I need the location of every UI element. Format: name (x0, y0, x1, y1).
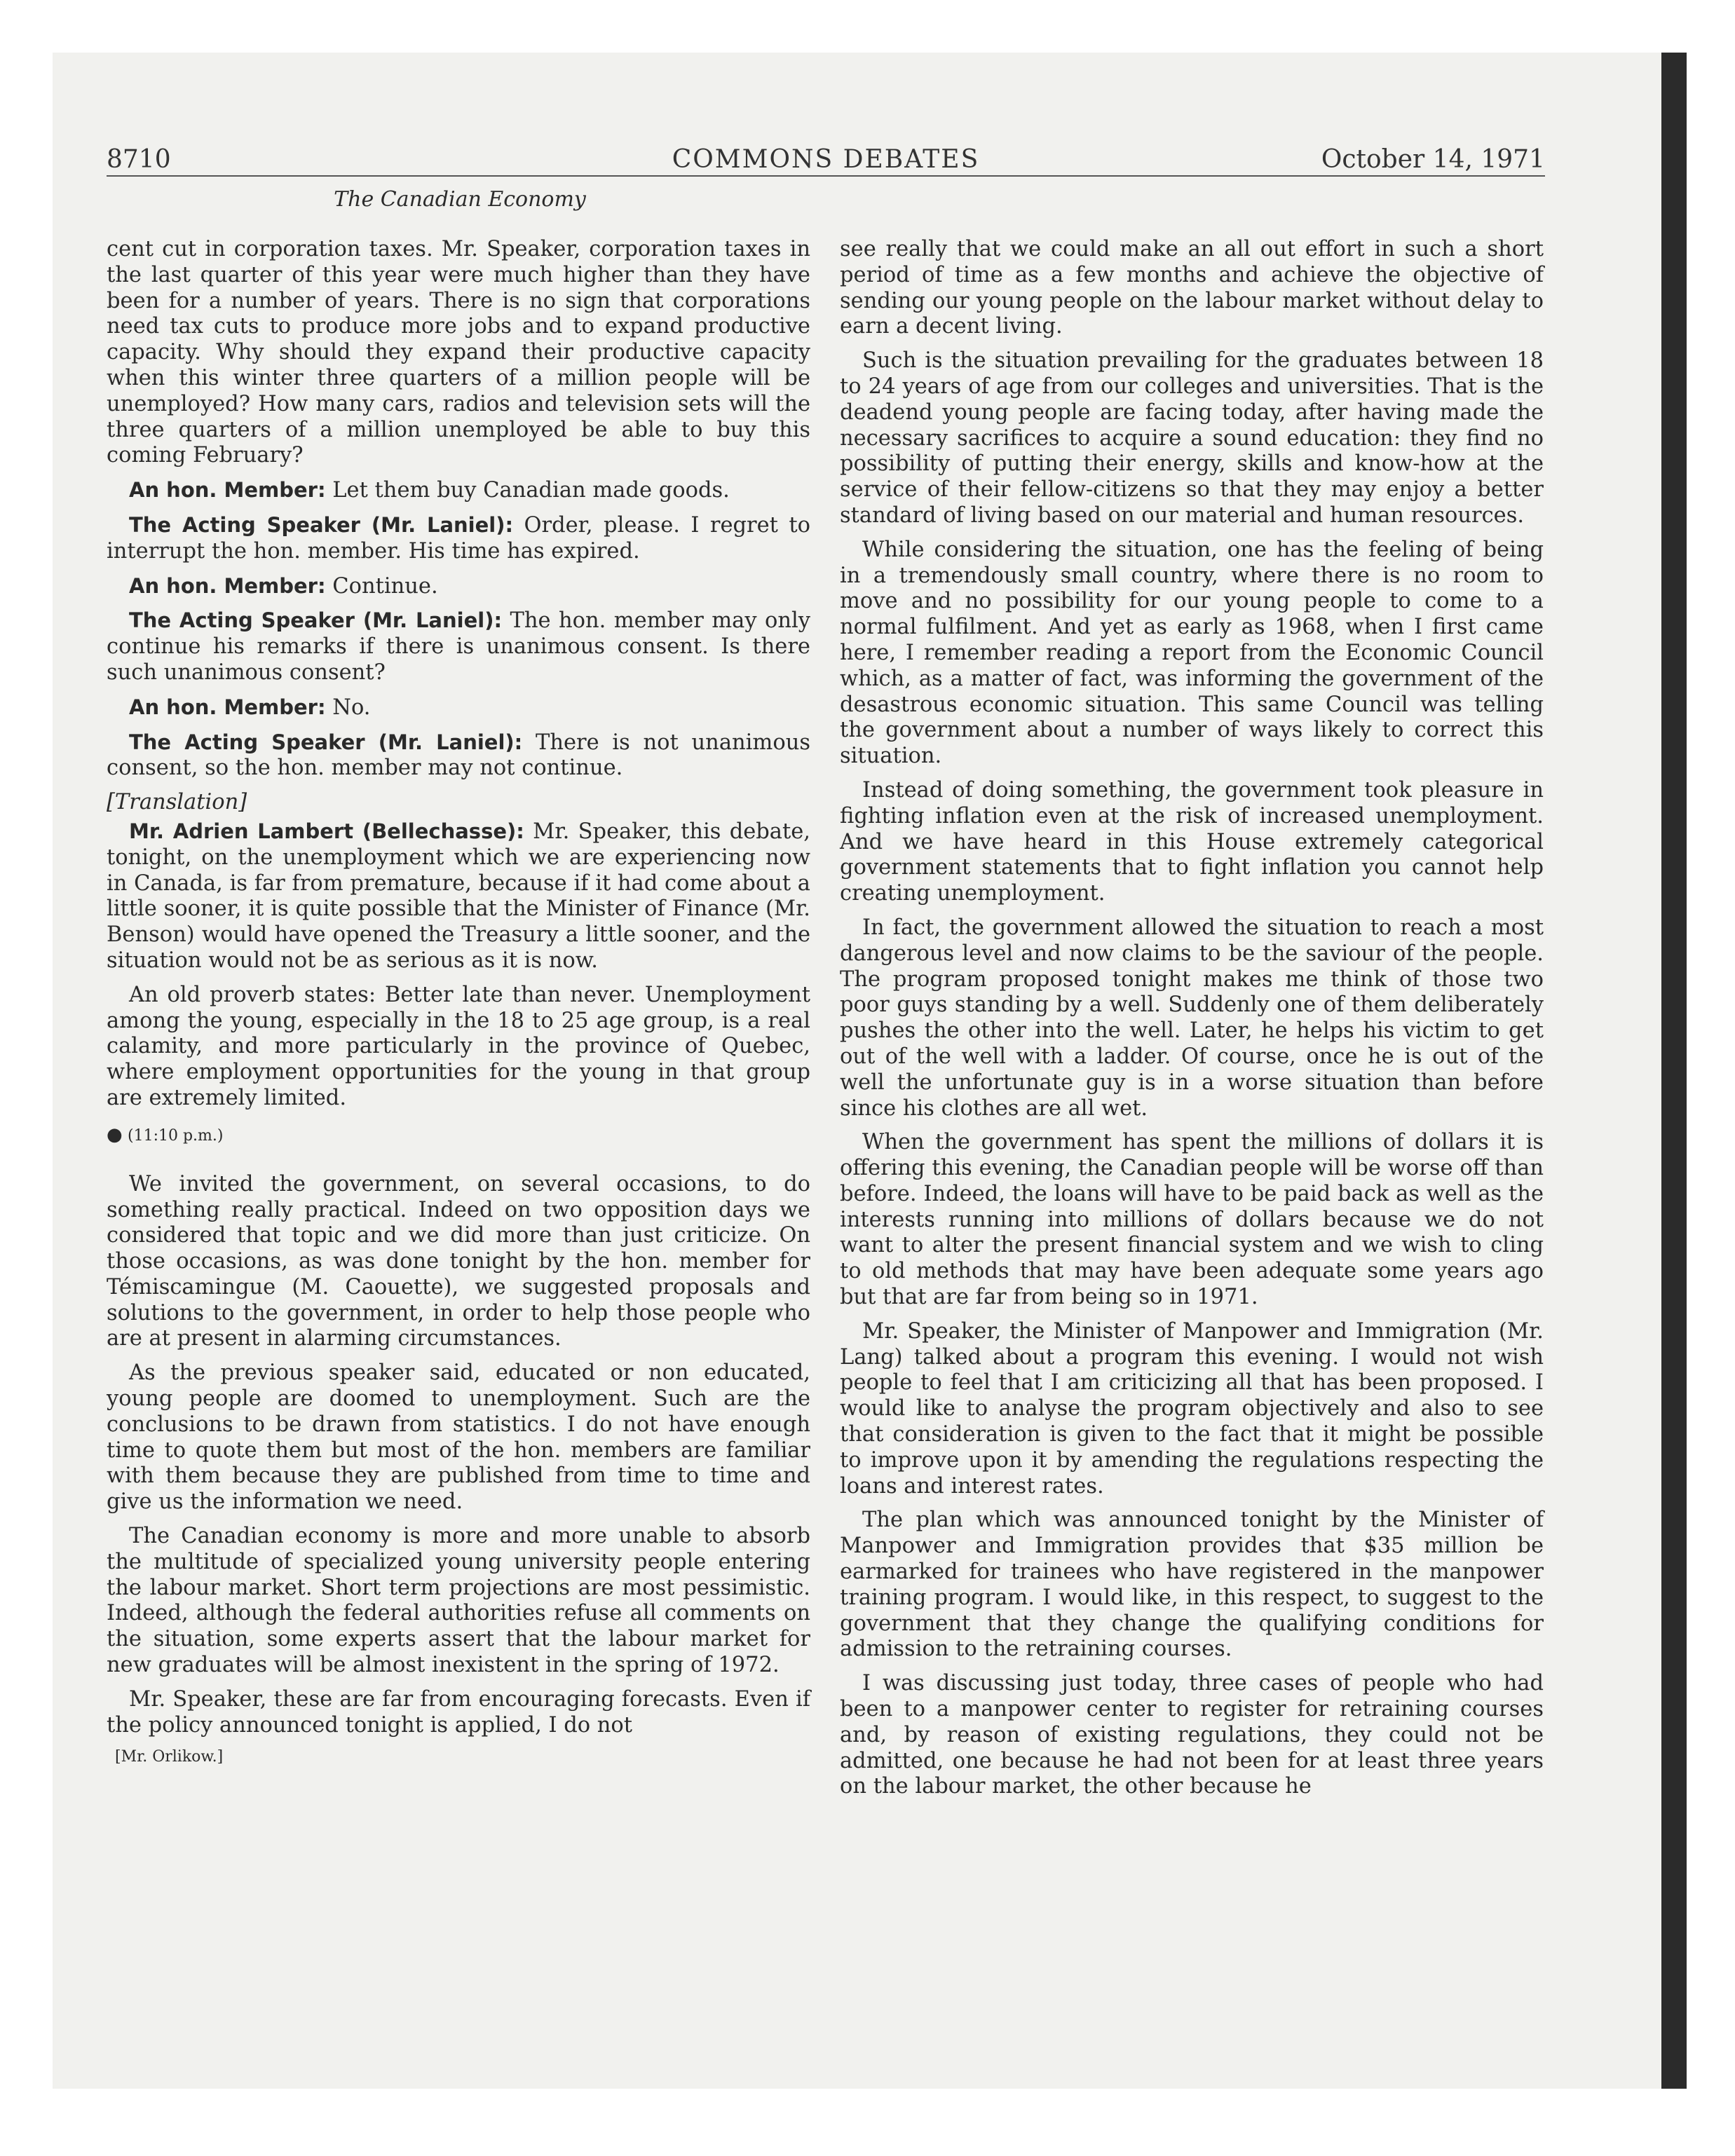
speech-text: Order, please. I regret to interrupt the hon. member. His time has expired. (107, 512, 810, 564)
journal-title: COMMONS DEBATES (672, 145, 980, 174)
scan-edge-bar (1661, 53, 1687, 2089)
speech-turn (107, 730, 810, 782)
paragraph: The plan which was announced tonight by the Minister of Manpower and Immigration provides that $35 million be earmarked for trainees who have registered in the manpower training program. I would like, in this respect, to suggest to the government that they change the qualifying conditions for admission to the retraining courses. (840, 1508, 1544, 1662)
speech-text: There is not unanimous consent, so the hon. member may not continue. (107, 730, 810, 781)
paragraph: In fact, the government allowed the situation to reach a most dangerous level and now claims to be the saviour of the people. The program proposed tonight makes me think of those two poor guys standing by a well. Suddenly one of them deliberately pushes the other into the well. Later, he helps his victim to get out of the well with a ladder. Of course, once he is out of the well the unfortunate guy is in a worse situation than before since his clothes are all wet. (840, 915, 1544, 1121)
paragraph: While considering the situation, one has the feeling of being in a tremendously small country, where there is no room to move and no possibility for our young people to come to a normal fulfilment. And yet as early as 1968, when I first came here, I remember reading a report from the Economic Council which, as a matter of fact, was informing the government of the desastrous economic situation. This same Council was telling the government about a number of ways likely to correct this situation. (840, 537, 1544, 769)
speech-turn (107, 573, 810, 600)
speaker-name: An hon. Member: (129, 695, 326, 719)
paragraph: Instead of doing something, the government took pleasure in fighting inflation even at the risk of increased unemployment. And we have heard in this House extremely categorical government statements that to fight inflation you cannot help creating unemployment. (840, 777, 1544, 906)
speech-turn (107, 695, 810, 721)
speaker-name: An hon. Member: (129, 478, 326, 503)
speech-text: Let them buy Canadian made goods. (325, 478, 730, 503)
page-number: 8710 (107, 145, 171, 174)
section-subheading: The Canadian Economy (334, 187, 586, 212)
speech-text: Mr. Speaker, this debate, tonight, on the unemployment which we are experiencing now in Canada, is far from premature, because if it had come about a little sooner, it is quite possible that the Minister of Finance (Mr. Benson) would have opened the Treasury a little sooner, and the situation would not be as serious as it is now. (107, 819, 810, 973)
timestamp: (11:10 p.m.) (128, 1126, 224, 1145)
speaker-signature: [Mr. Orlikow.] (115, 1748, 224, 1766)
publication-date: October 14, 1971 (1321, 145, 1545, 174)
speaker-name: The Acting Speaker (Mr. Laniel): (129, 730, 523, 754)
bullet-icon: ● (107, 1124, 123, 1145)
speech-text: The hon. member may only continue his remarks if there is unanimous consent. Is there such unanimous consent? (107, 608, 810, 685)
speaker-name: An hon. Member: (129, 573, 326, 598)
left-column (107, 237, 810, 1776)
page-header (107, 146, 1545, 177)
paragraph: When the government has spent the millions of dollars it is offering this evening, the Canadian people will be worse off than before. Indeed, the loans will have to be paid back as well as the interests running into millions of dollars because we do not want to alter the present financial system and we wish to cling to old methods that may have been adequate some years ago but that are far from being so in 1971. (840, 1130, 1544, 1310)
speaker-name: The Acting Speaker (Mr. Laniel): (129, 608, 503, 633)
paragraph: Such is the situation prevailing for the graduates between 18 to 24 years of age from our colleges and universities. That is the deadend young people are facing today, after having made the necessary sacrifices to acquire a sound education: they find no possibility of putting their energy, skills and know-how at the service of their fellow-citizens so that they may enjoy a better standard of living based on our material and human resources. (840, 348, 1544, 528)
paragraph: Mr. Speaker, these are far from encouraging forecasts. Even if the policy announced tonight is applied, I do not (107, 1686, 810, 1738)
paragraph: Mr. Speaker, the Minister of Manpower and Immigration (Mr. Lang) talked about a program this evening. I would not wish people to feel that I am criticizing all that has been proposed. I would like to analyse the program objectively and also to see that consideration is given to the fact that it might be possible to improve upon it by amending the regulations respecting the loans and interest rates. (840, 1318, 1544, 1499)
speech-text: Continue. (325, 573, 438, 599)
paragraph: cent cut in corporation taxes. Mr. Speaker, corporation taxes in the last quarter of this year were much higher than they have been for a number of years. There is no sign that corporations need tax cuts to produce more jobs and to expand productive capacity. Why should they expand their productive capacity when this winter three quarters of a million people will be unemployed? How many cars, radios and television sets will the three quarters of a million unemployed be able to buy this coming February? (107, 237, 810, 468)
paragraph: We invited the government, on several occasions, to do something really practical. Indeed on two opposition days we considered that topic and we did more than just criticize. On those occasions, as was done tonight by the hon. member for Témiscamingue (M. Caouette), we suggested proposals and solutions to the government, in order to help those people who are at present in alarming circumstances. (107, 1171, 810, 1351)
speech-text: No. (325, 695, 371, 720)
paragraph: As the previous speaker said, educated or non educated, young people are doomed to unemployment. Such are the conclusions to be drawn from statistics. I do not have enough time to quote them but most of the hon. members are familiar with them because they are published from time to time and give us the information we need. (107, 1360, 810, 1515)
paragraph: An old proverb states: Better late than never. Unemployment among the young, especially in the 18 to 25 age group, is a real calamity, and more particularly in the province of Quebec, where employment opportunities for the young in that group are extremely limited. (107, 982, 810, 1110)
speech-turn (107, 512, 810, 565)
timestamp-line (107, 1124, 810, 1147)
right-column (840, 237, 1544, 1808)
speech-turn (107, 608, 810, 685)
speech-turn (107, 819, 810, 974)
translation-tag: [Translation] (107, 790, 247, 815)
speaker-name: The Acting Speaker (Mr. Laniel): (129, 512, 514, 537)
speaker-name: Mr. Adrien Lambert (Bellechasse): (129, 819, 524, 843)
paragraph: see really that we could make an all out effort in such a short period of time as a few months and achieve the objective of sending our young people on the labour market without delay to earn a decent living. (840, 237, 1544, 339)
paragraph: I was discussing just today, three cases of people who had been to a manpower center to register for retraining courses and, by reason of existing regulations, they could not be admitted, one because he had not been for at least three years on the labour market, the other because he (840, 1671, 1544, 1799)
paragraph: The Canadian economy is more and more unable to absorb the multitude of specialized young university people entering the labour market. Short term projections are most pessimistic. Indeed, although the federal authorities refuse all comments on the situation, some experts assert that the labour market for new graduates will be almost inexistent in the spring of 1972. (107, 1524, 810, 1678)
speech-turn (107, 477, 810, 504)
